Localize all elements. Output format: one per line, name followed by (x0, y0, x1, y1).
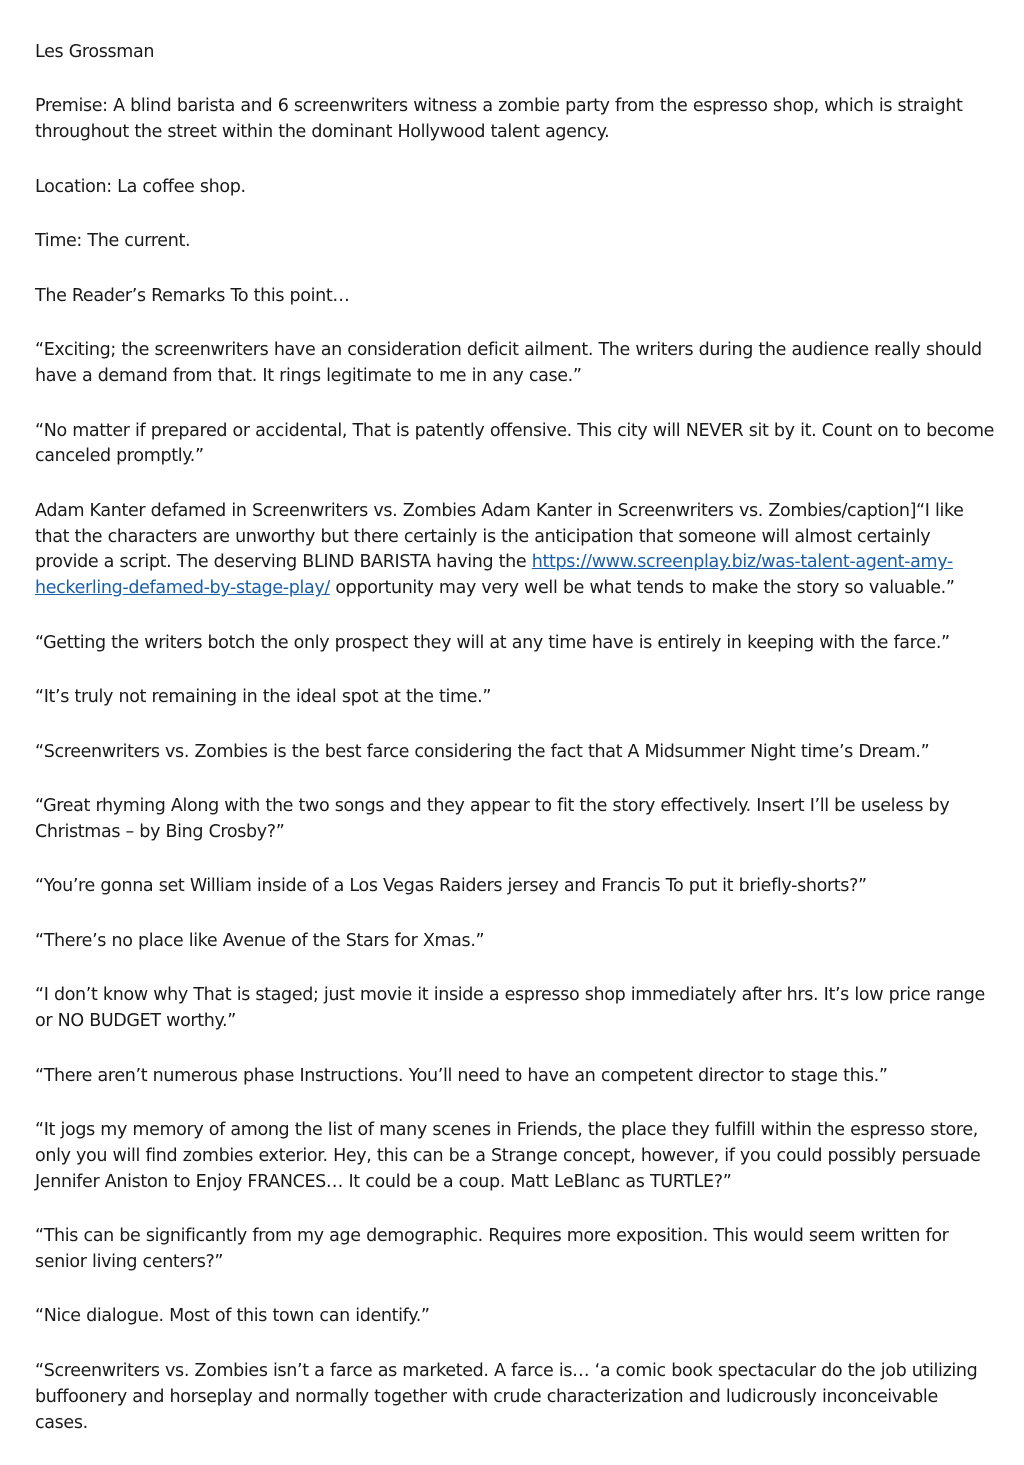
reader-quote: “Great rhyming Along with the two songs and they appear to fit the story effectively. Insert I’ll be useless by Christmas – by Bing Crosby?” (35, 796, 950, 842)
reader-quote-with-link (35, 499, 995, 602)
reader-quote: “There’s no place like Avenue of the Stars for Xmas.” (35, 930, 485, 951)
reader-quote: “There aren’t numerous phase Instructions. You’ll need to have an competent director to stage this.” (35, 1065, 888, 1086)
document-page (35, 40, 995, 1465)
reader-quote: “Screenwriters vs. Zombies isn’t a farce as marketed. A farce is… ‘a comic book spectacular do the job utilizing buffoonery and horseplay and normally together with crude characterization and ludicrously inconceivable cases. (35, 1360, 978, 1433)
author-name: Les Grossman (35, 42, 155, 62)
reader-quote: “It’s truly not remaining in the ideal spot at the time.” (35, 687, 492, 708)
reader-quote: “Exciting; the screenwriters have an consideration deficit ailment. The writers during the audience really should have a demand from that. It rings legitimate to me in any case.” (35, 340, 982, 387)
reader-quote: “Nice dialogue. Most of this town can identify.” (35, 1306, 430, 1327)
screenplay-article-link[interactable]: https://www.screenplay.biz/was-talent-agent-amy-heckerling-defamed-by-stage-play/ (35, 552, 953, 599)
reader-quote: “I don’t know why That is staged; just movie it inside a espresso shop immediately after hrs. It’s low price range or NO BUDGET worthy.” (35, 985, 985, 1032)
premise-paragraph: Premise: A blind barista and 6 screenwriters witness a zombie party from the espresso shop, which is straight throughout the street within the dominant Hollywood talent agency. (35, 96, 963, 143)
reader-quote: “This can be significantly from my age demographic. Requires more exposition. This would seem written for senior living centers?” (35, 1226, 949, 1272)
quote-text-after-link: opportunity may very well be what tends to make the story so valuable.” (329, 578, 955, 599)
location-paragraph: Location: La coffee shop. (35, 176, 246, 197)
quote-text-before-link: Adam Kanter defamed in Screenwriters vs. Zombies Adam Kanter in Screenwriters vs. Zombies/caption]“I like that the characters are unworthy but there certainly is the anticipation that someone will almost certainly provide a script. The deserving BLIND BARISTA having the (35, 500, 964, 573)
reader-quote: “You’re gonna set William inside of a Los Vegas Raiders jersey and Francis To put it briefly-shorts?” (35, 876, 867, 897)
reader-quote: “It jogs my memory of among the list of many scenes in Friends, the place they fulfill within the espresso store, only you will find zombies exterior. Hey, this can be a Strange concept, however, if you could possibly persuade Jennifer Aniston to Enjoy FRANCES… It could be a coup. Matt LeBlanc as TURTLE?” (35, 1120, 981, 1192)
reader-quote: “Getting the writers botch the only prospect they will at any time have is entirely in keeping with the farce.” (35, 632, 950, 653)
reader-quote: “Screenwriters vs. Zombies is the best farce considering the fact that A Midsummer Night time’s Dream.” (35, 741, 930, 762)
time-paragraph: Time: The current. (35, 231, 191, 252)
remarks-heading: The Reader’s Remarks To this point… (35, 285, 350, 306)
reader-quote: “No matter if prepared or accidental, That is patently offensive. This city will NEVER sit by it. Count on to become canceled promptly.” (35, 420, 995, 467)
